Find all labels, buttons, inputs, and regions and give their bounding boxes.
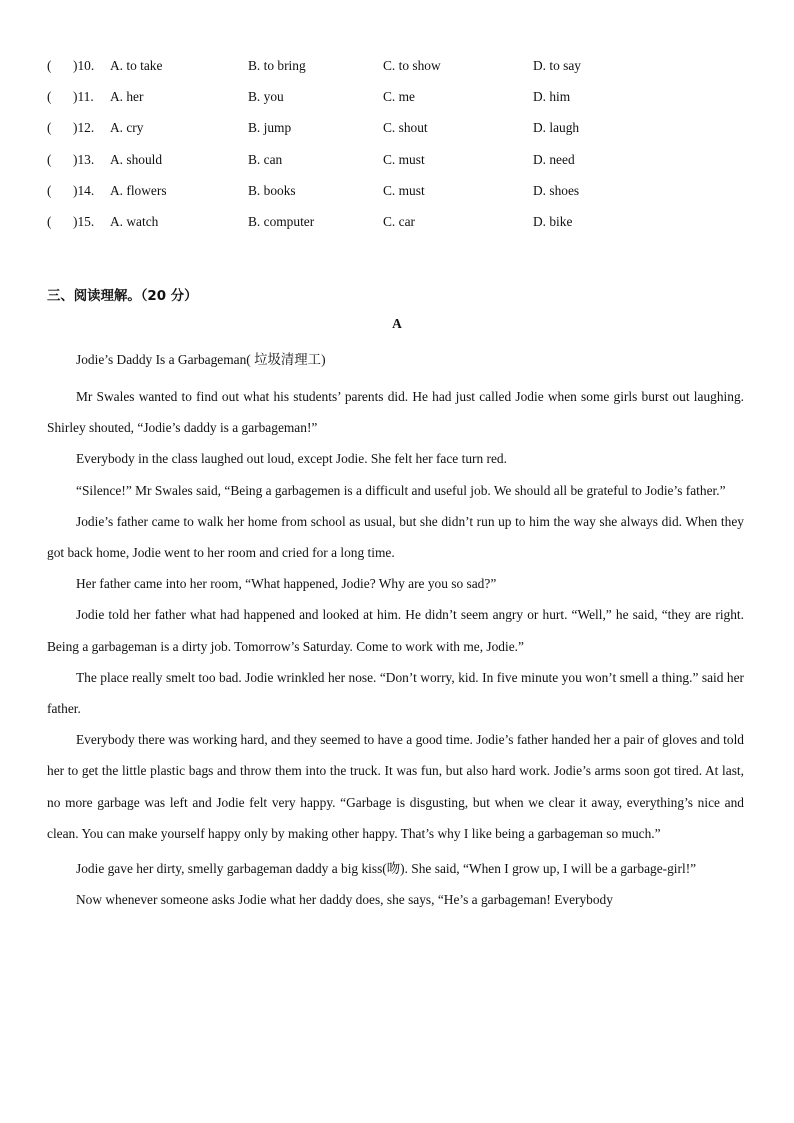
- option-a: A. her: [110, 89, 144, 105]
- option-a: A. to take: [110, 58, 163, 73]
- question-number: )13.: [73, 151, 95, 167]
- option-c: C. car: [383, 213, 415, 229]
- question-number: )11.: [73, 89, 94, 105]
- question-row: [47, 212, 747, 243]
- passage-paragraph: Now whenever someone asks Jodie what her daddy does, she says, “He’s a garbageman! Everybody: [76, 892, 613, 908]
- option-d: D. need: [533, 151, 575, 167]
- option-a: A. should: [110, 151, 163, 167]
- option-d: D. shoes: [533, 182, 580, 198]
- question-row: [47, 87, 747, 118]
- cloze-options-list: [47, 56, 747, 243]
- question-number: )10.: [73, 58, 95, 73]
- option-b: B. computer: [248, 213, 315, 229]
- option-c: C. must: [383, 151, 425, 167]
- question-number: )12.: [73, 120, 95, 136]
- passage-paragraph: Jodie gave her dirty, smelly garbageman daddy a big kiss(吻). She said, “When I grow up, I will be a garbage-girl!”: [76, 861, 697, 877]
- question-row: [47, 56, 747, 87]
- answer-paren: (: [47, 89, 52, 105]
- passage-paragraph: Mr Swales wanted to find out what his students’ parents did. He had just called Jodie when some girls burst out laughing. Shirley shouted, “Jodie’s daddy is a garbageman!”: [47, 389, 744, 436]
- option-d: D. bike: [533, 213, 573, 229]
- part-label: A: [392, 316, 402, 331]
- passage-paragraph: “Silence!” Mr Swales said, “Being a garbagemen is a difficult and useful job. We should all be grateful to Jodie’s father.”: [76, 482, 726, 498]
- question-number: )14.: [73, 182, 95, 198]
- answer-paren: (: [47, 151, 52, 167]
- option-a: A. cry: [110, 120, 144, 136]
- answer-paren: (: [47, 213, 52, 229]
- passage-title: Jodie’s Daddy Is a Garbageman( 垃圾清理工): [76, 352, 326, 367]
- question-row: [47, 118, 747, 149]
- passage-paragraph: Everybody there was working hard, and they seemed to have a good time. Jodie’s father handed her a pair of gloves and told her to get the little plastic bags and throw them into the truck. It was fun, but also hard work. Jodie’s arms soon got tired. At last, no more garbage was left and Jodie felt very happy. “Garbage is disgusting, but when we clear it away, everything’s nice and clean. You can make yourself happy only by making other happy. That’s why I like being a garbageman so much.”: [47, 732, 744, 841]
- option-a: A. flowers: [110, 182, 167, 198]
- option-a: A. watch: [110, 213, 159, 229]
- passage-paragraph: The place really smelt too bad. Jodie wrinkled her nose. “Don’t worry, kid. In five minute you won’t smell a thing.” said her father.: [47, 669, 744, 717]
- option-c: C. must: [383, 182, 425, 198]
- answer-paren: (: [47, 58, 52, 73]
- section-heading: 三、阅读理解。（20 分）: [47, 289, 198, 304]
- option-b: B. to bring: [248, 58, 306, 73]
- reading-passage: [47, 350, 744, 915]
- question-row: [47, 150, 747, 181]
- option-b: B. books: [248, 182, 296, 198]
- passage-paragraph: Jodie told her father what had happened and looked at him. He didn’t seem angry or hurt. “Well,” he said, “they are right. Being a garbageman is a dirty job. Tomorrow’s Saturday. Come to work with me, Jodie.”: [47, 607, 744, 654]
- answer-paren: (: [47, 182, 52, 198]
- passage-paragraph: Her father came into her room, “What happened, Jodie? Why are you so sad?”: [76, 576, 497, 592]
- option-b: B. you: [248, 89, 284, 105]
- option-d: D. him: [533, 89, 571, 105]
- option-c: C. me: [383, 89, 415, 105]
- option-d: D. to say: [533, 58, 581, 73]
- option-d: D. laugh: [533, 120, 580, 136]
- option-c: C. to show: [383, 58, 441, 73]
- answer-paren: (: [47, 120, 52, 136]
- option-b: B. can: [248, 151, 283, 167]
- passage-paragraph: Jodie’s father came to walk her home from school as usual, but she didn’t run up to him the way she always did. When they got back home, Jodie went to her room and cried for a long time.: [47, 513, 744, 561]
- question-row: [47, 181, 747, 212]
- option-b: B. jump: [248, 120, 292, 136]
- option-c: C. shout: [383, 120, 428, 136]
- passage-paragraph: Everybody in the class laughed out loud, except Jodie. She felt her face turn red.: [76, 451, 507, 467]
- question-number: )15.: [73, 213, 95, 229]
